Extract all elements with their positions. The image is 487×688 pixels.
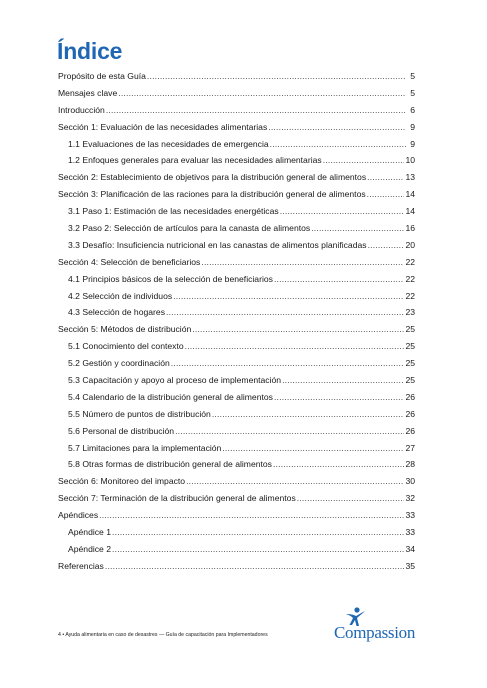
toc-entry[interactable]	[58, 392, 415, 409]
dot-leader	[166, 307, 404, 317]
toc-entry[interactable]	[58, 443, 415, 460]
toc-entry-label: Sección 3: Planificación de las raciones para la distribución general de alimentos	[58, 189, 366, 200]
toc-entry[interactable]	[58, 257, 415, 274]
toc-entry-page: 26	[405, 391, 415, 402]
toc-entry[interactable]	[58, 189, 415, 206]
toc-entry[interactable]	[58, 358, 415, 375]
toc-entry[interactable]	[58, 493, 415, 510]
toc-entry-page: 26	[405, 408, 415, 419]
toc-entry[interactable]	[58, 105, 415, 122]
dot-leader	[201, 257, 404, 267]
toc-entry-label: Sección 2: Establecimiento de objetivos para la distribución general de alimentos	[58, 172, 367, 183]
dot-leader	[280, 206, 405, 216]
dot-leader	[185, 341, 405, 351]
footer-text: Ayuda alimentaria en caso de desastres — Guía de capacitación para Implementadores	[65, 632, 268, 638]
toc-entry[interactable]	[58, 544, 415, 561]
toc-entry-label: Apéndice 1	[68, 527, 112, 538]
toc-entry[interactable]	[58, 459, 415, 476]
toc-entry-label: 5.8 Otras formas de distribución general de alimentos	[68, 459, 272, 470]
toc-entry-label: 5.6 Personal de distribución	[68, 425, 175, 436]
toc-entry-page: 22	[405, 273, 415, 284]
dot-leader	[212, 409, 405, 419]
toc-entry-label: 5.1 Conocimiento del contexto	[68, 341, 184, 352]
toc-entry-page: 25	[405, 324, 415, 335]
dot-leader	[118, 88, 406, 98]
toc-entry[interactable]	[58, 240, 415, 257]
dot-leader	[192, 324, 404, 334]
dot-leader	[268, 122, 406, 132]
toc-entry[interactable]	[58, 375, 415, 392]
toc-entry-page: 32	[405, 493, 415, 504]
toc-entry-label: Mensajes clave	[58, 87, 118, 98]
toc-entry-page: 22	[405, 290, 415, 301]
toc-entry-label: Sección 7: Terminación de la distribución general de alimentos	[58, 493, 296, 504]
toc-entry-label: Propósito de esta Guía	[58, 71, 146, 81]
toc-entry-label: 3.2 Paso 2: Selección de artículos para la canasta de alimentos	[68, 223, 311, 234]
toc-entry[interactable]	[58, 291, 415, 308]
toc-entry-label: 4.1 Principios básicos de la selección de beneficiarios	[68, 273, 273, 284]
toc-entry-label: Sección 6: Monitoreo del impacto	[58, 476, 186, 487]
toc-entry-page: 28	[405, 459, 415, 470]
page-title: Índice	[57, 38, 123, 64]
toc-entry-page: 25	[405, 341, 415, 352]
toc-entry-page: 9	[410, 138, 415, 149]
dot-leader	[105, 561, 405, 571]
toc-entry-label: Sección 4: Selección de beneficiarios	[58, 256, 201, 267]
toc-entry-page: 23	[405, 307, 415, 318]
page-footer	[58, 632, 268, 638]
toc-entry[interactable]	[58, 561, 415, 578]
toc-entry[interactable]	[58, 139, 415, 156]
toc-entry[interactable]	[58, 341, 415, 358]
toc-entry-label: 4.3 Selección de hogares	[68, 307, 165, 318]
toc-entry-label: 5.4 Calendario de la distribución general de alimentos	[68, 391, 273, 402]
toc-entry-label: 1.1 Evaluaciones de las necesidades de emergencia	[68, 138, 269, 149]
toc-entry[interactable]	[58, 274, 415, 291]
dot-leader	[367, 172, 404, 182]
toc-entry-page: 5	[410, 71, 415, 81]
footer-bullet: •	[62, 632, 66, 638]
toc-entry-page: 9	[410, 121, 415, 132]
dot-leader	[171, 358, 405, 368]
toc-entry[interactable]	[58, 206, 415, 223]
toc-entry-page: 34	[405, 543, 415, 554]
table-of-contents	[58, 71, 415, 578]
toc-entry-label: Sección 1: Evaluación de las necesidades alimentarias	[58, 121, 268, 132]
dot-leader	[147, 71, 406, 81]
toc-entry-page: 33	[405, 510, 415, 521]
toc-entry-label: 5.2 Gestión y coordinación	[68, 358, 170, 369]
toc-entry-page: 30	[405, 476, 415, 487]
dot-leader	[274, 392, 404, 402]
toc-entry[interactable]	[58, 122, 415, 139]
toc-entry-label: 3.1 Paso 1: Estimación de las necesidades energéticas	[68, 206, 279, 217]
footer-page-number: 4	[58, 632, 61, 638]
dot-leader	[274, 274, 405, 284]
toc-entry[interactable]	[58, 409, 415, 426]
dot-leader	[112, 527, 404, 537]
toc-entry[interactable]	[58, 172, 415, 189]
toc-entry-page: 14	[405, 206, 415, 217]
toc-entry[interactable]	[58, 307, 415, 324]
dot-leader	[273, 459, 404, 469]
toc-entry-page: 13	[405, 172, 415, 183]
dot-leader	[173, 291, 404, 301]
toc-entry[interactable]	[58, 476, 415, 493]
toc-entry-label: Apéndice 2	[68, 543, 112, 554]
toc-entry-label: 1.2 Enfoques generales para evaluar las necesidades alimentarias	[68, 155, 322, 166]
toc-entry-label: 3.3 Desafío: Insuficiencia nutricional en las canastas de alimentos planificadas	[68, 239, 367, 250]
toc-entry-page: 27	[405, 442, 415, 453]
toc-entry-label: 5.3 Capacitación y apoyo al proceso de implementación	[68, 375, 282, 386]
toc-entry-page: 14	[405, 189, 415, 200]
toc-entry-label: Referencias	[58, 560, 104, 571]
toc-entry-label: Sección 5: Métodos de distribución	[58, 324, 192, 335]
toc-entry[interactable]	[58, 324, 415, 341]
dot-leader	[175, 426, 404, 436]
toc-entry-page: 33	[405, 527, 415, 538]
dot-leader	[222, 443, 404, 453]
dot-leader	[106, 105, 406, 115]
toc-entry-page: 20	[405, 239, 415, 250]
toc-entry[interactable]	[58, 510, 415, 527]
dot-leader	[282, 375, 404, 385]
toc-entry-page: 26	[405, 425, 415, 436]
dot-leader	[112, 544, 404, 554]
compassion-logo	[334, 607, 434, 643]
toc-entry-page: 25	[405, 375, 415, 386]
dot-leader	[270, 139, 406, 149]
toc-entry-label: Introducción	[58, 104, 105, 115]
toc-entry-page: 5	[410, 87, 415, 98]
toc-entry-label: 4.2 Selección de individuos	[68, 290, 173, 301]
toc-entry-page: 22	[405, 256, 415, 267]
toc-entry-page: 35	[405, 560, 415, 571]
dot-leader	[297, 493, 405, 503]
toc-entry-page: 10	[405, 155, 415, 166]
dot-leader	[323, 155, 405, 165]
toc-entry[interactable]	[58, 426, 415, 443]
toc-entry-label: 5.7 Limitaciones para la implementación	[68, 442, 222, 453]
toc-entry-page: 25	[405, 358, 415, 369]
dot-leader	[186, 476, 404, 486]
dot-leader	[99, 510, 404, 520]
toc-entry[interactable]	[58, 155, 415, 172]
dot-leader	[368, 240, 405, 250]
toc-entry-label: 5.5 Número de puntos de distribución	[68, 408, 211, 419]
toc-entry[interactable]	[58, 71, 415, 88]
toc-entry-page: 6	[410, 104, 415, 115]
toc-entry[interactable]	[58, 88, 415, 105]
toc-entry[interactable]	[58, 223, 415, 240]
dot-leader	[311, 223, 404, 233]
toc-entry[interactable]	[58, 527, 415, 544]
toc-entry-label: Apéndices	[58, 510, 99, 521]
toc-entry-page: 16	[405, 223, 415, 234]
dot-leader	[367, 189, 405, 199]
logo-wordmark: Compassion	[334, 623, 416, 642]
